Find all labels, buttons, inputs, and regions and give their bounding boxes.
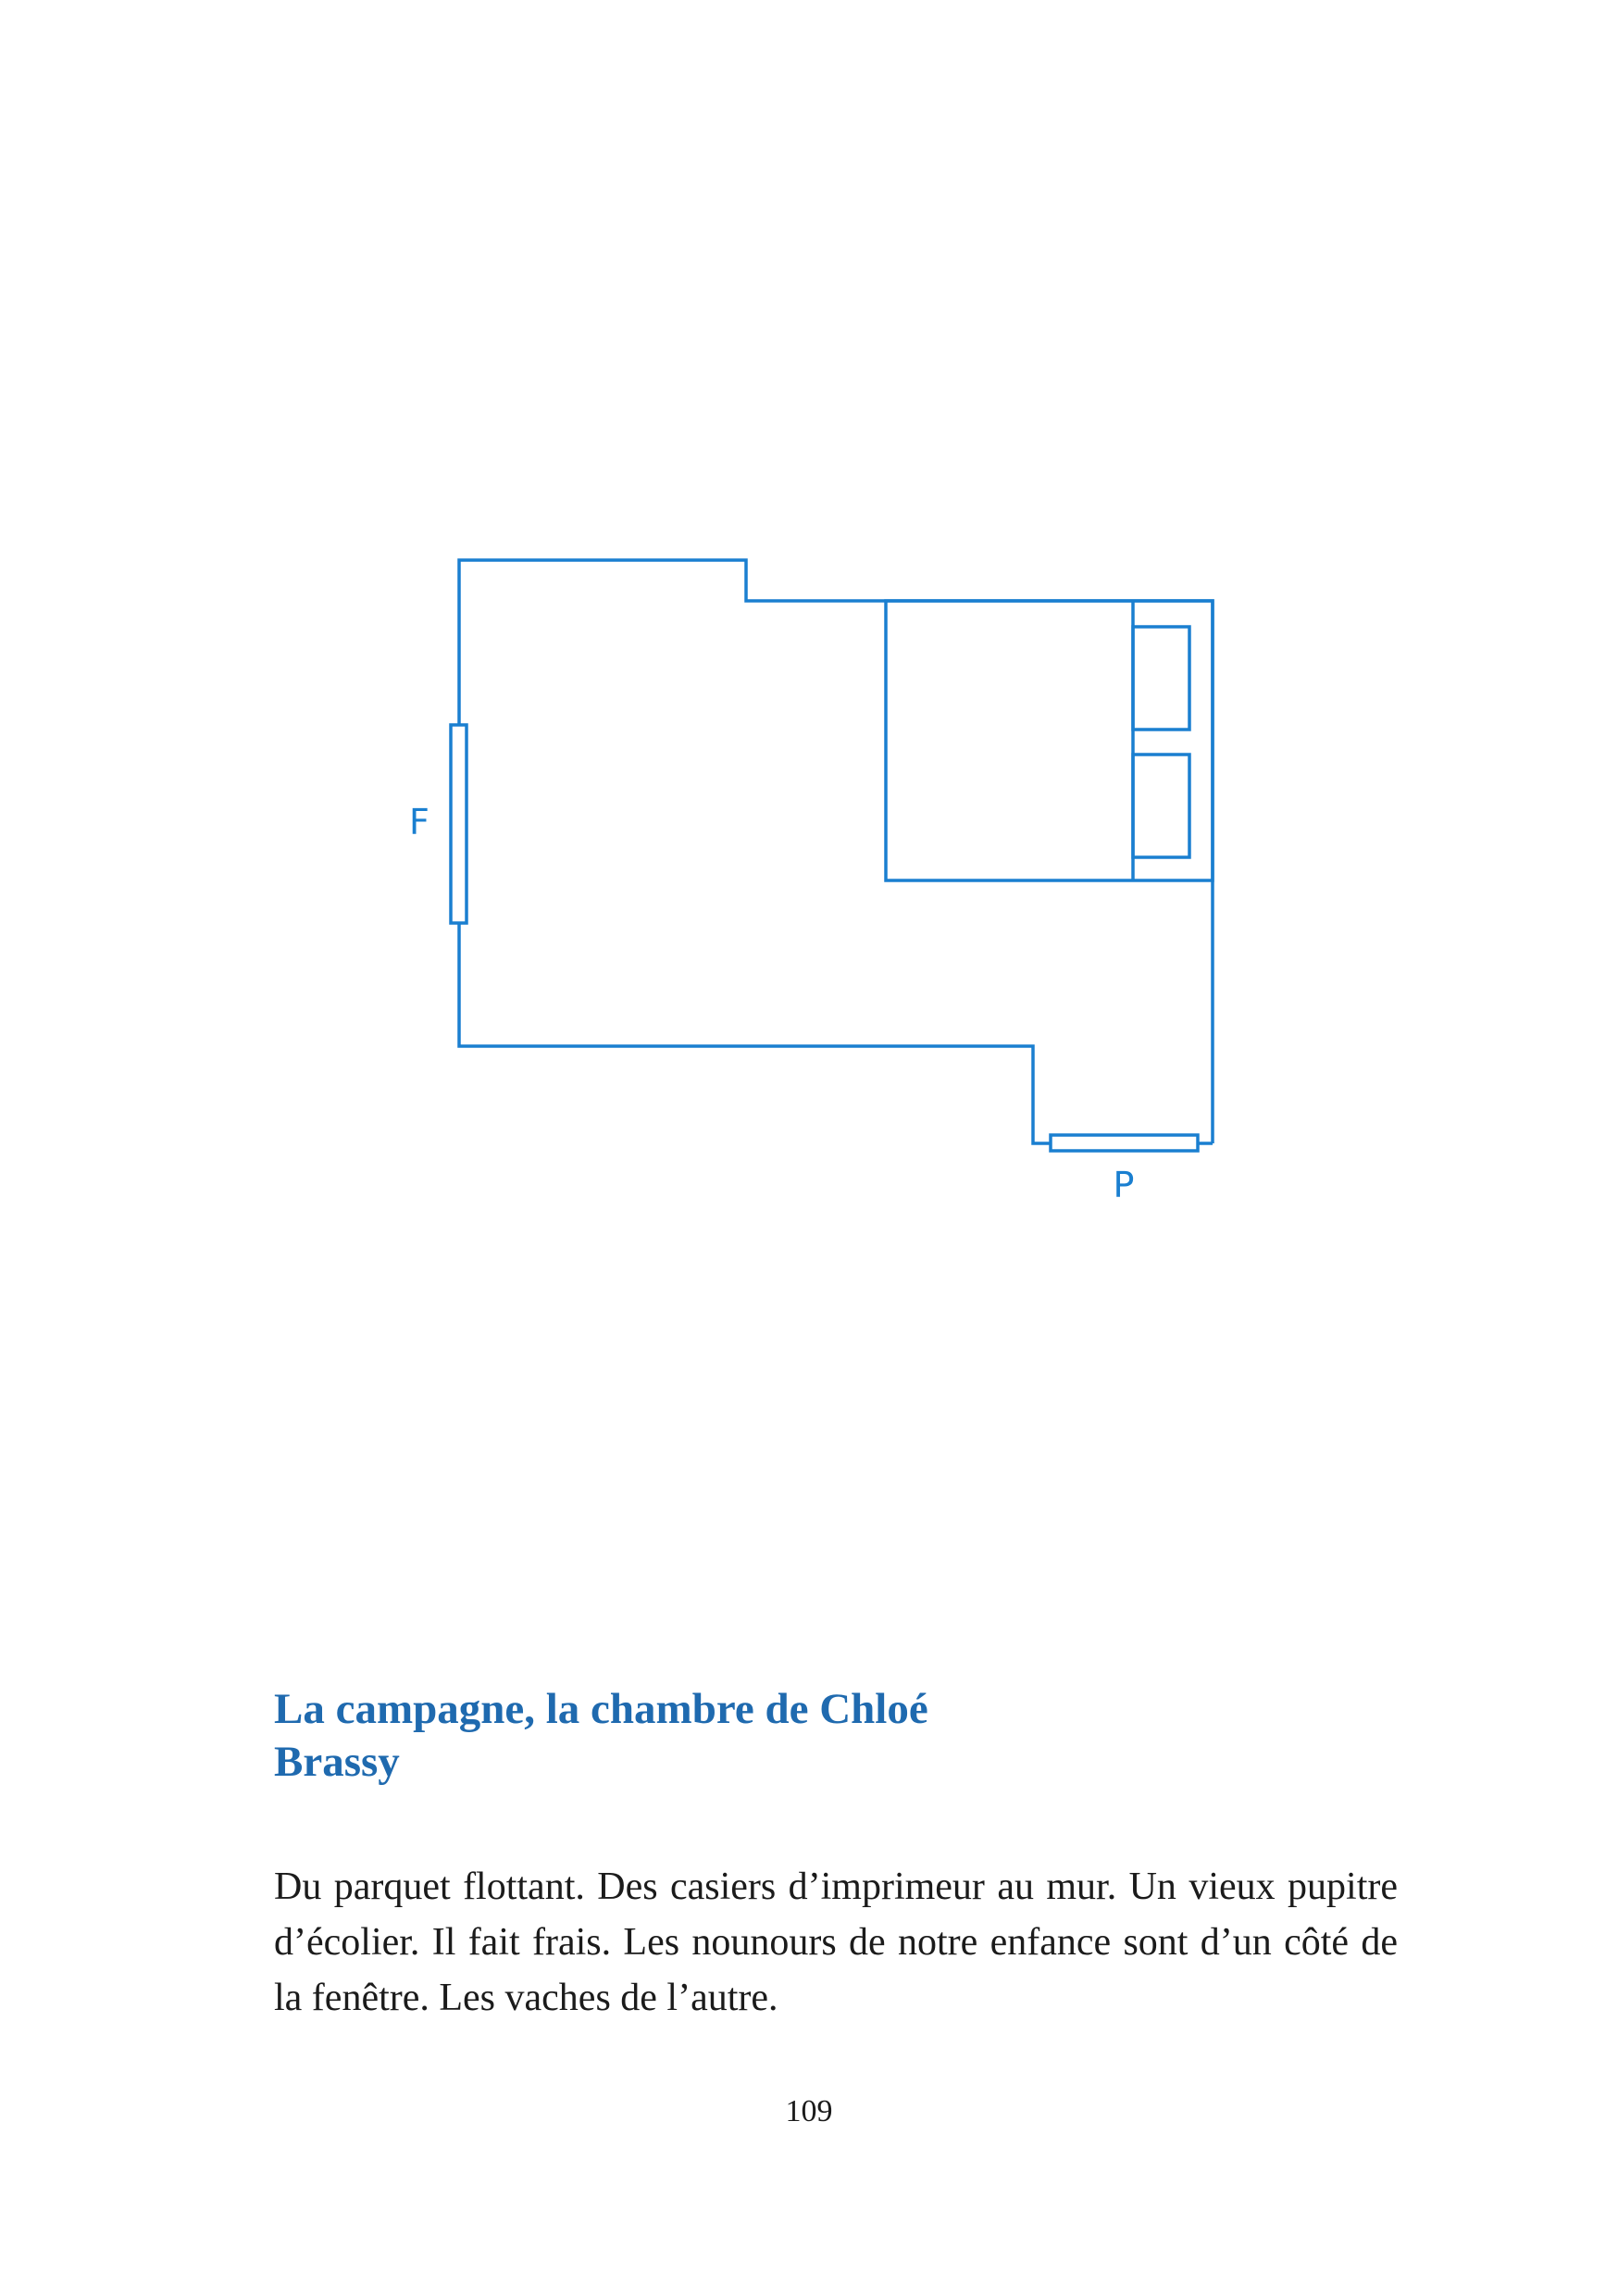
outer-wall-lower (459, 923, 1051, 1143)
door-label: P (1113, 1165, 1135, 1205)
outer-wall (459, 560, 1213, 1143)
heading-place: Brassy (274, 1738, 400, 1786)
heading-title: La campagne, la chambre de Chloé (274, 1685, 928, 1733)
body-paragraph: Du parquet flottant. Des casiers d’imprimeur au mur. Un vieux pupitre d’écolier. Il fait frais. Les nounours de notre enfance sont d’un côté de la fenêtre. Les vaches de l’autre. (274, 1866, 1398, 2019)
pillow-top (1133, 627, 1189, 730)
window-label: F (409, 802, 429, 842)
window (451, 725, 467, 923)
door (1051, 1135, 1198, 1151)
bed (886, 601, 1213, 880)
page-number: 109 (785, 2094, 833, 2128)
pillow-bottom (1133, 755, 1189, 857)
section-heading (274, 1683, 928, 1789)
